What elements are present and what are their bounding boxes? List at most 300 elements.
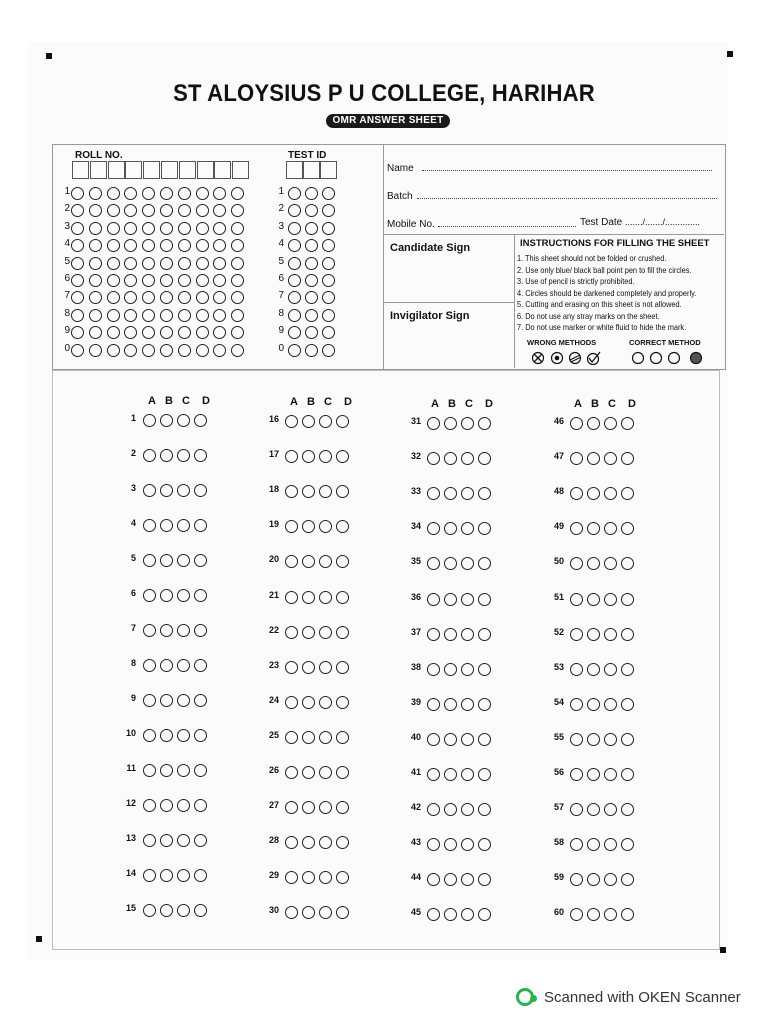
roll-bubble-0[interactable] [178, 344, 191, 357]
answer-bubble-D[interactable] [194, 449, 207, 462]
roll-bubble-4[interactable] [196, 239, 209, 252]
answer-bubble-D[interactable] [478, 698, 491, 711]
instruction-item: 4. Circles should be darkened completely and properly. [517, 288, 697, 298]
answer-bubble-C[interactable] [461, 768, 474, 781]
answer-bubble-A[interactable] [427, 593, 440, 606]
roll-bubble-4[interactable] [89, 239, 102, 252]
roll-no-entry-box[interactable] [214, 161, 231, 179]
question-number: 60 [553, 907, 564, 918]
answer-bubble-C[interactable] [177, 869, 190, 882]
answer-bubble-A[interactable] [143, 449, 156, 462]
answer-bubble-D[interactable] [336, 766, 349, 779]
test-id-bubble-8[interactable] [322, 309, 335, 322]
roll-bubble-5[interactable] [107, 257, 120, 270]
roll-bubble-1[interactable] [160, 187, 173, 200]
roll-bubble-5[interactable] [124, 257, 137, 270]
test-id-bubble-6[interactable] [288, 274, 301, 287]
answer-bubble-D[interactable] [621, 698, 634, 711]
roll-bubble-0[interactable] [71, 344, 84, 357]
answer-bubble-A[interactable] [570, 768, 583, 781]
roll-bubble-8[interactable] [231, 309, 244, 322]
answer-bubble-C[interactable] [177, 554, 190, 567]
question-number: 51 [553, 591, 564, 602]
answer-bubble-D[interactable] [621, 452, 634, 465]
answer-bubble-C[interactable] [604, 452, 617, 465]
test-date-field[interactable] [580, 217, 700, 228]
test-id-bubble-1[interactable] [305, 187, 318, 200]
test-id-bubble-6[interactable] [322, 274, 335, 287]
roll-bubble-6[interactable] [178, 274, 191, 287]
roll-no-entry-box[interactable] [232, 161, 249, 179]
answer-bubble-A[interactable] [427, 698, 440, 711]
answer-bubble-C[interactable] [604, 417, 617, 430]
roll-bubble-6[interactable] [196, 274, 209, 287]
batch-field[interactable] [387, 191, 717, 202]
answer-bubble-B[interactable] [160, 624, 173, 637]
roll-bubble-3[interactable] [231, 222, 244, 235]
answer-bubble-D[interactable] [478, 628, 491, 641]
answer-bubble-B[interactable] [160, 764, 173, 777]
answer-bubble-B[interactable] [302, 450, 315, 463]
answer-bubble-D[interactable] [478, 417, 491, 430]
answer-bubble-A[interactable] [570, 593, 583, 606]
answer-bubble-B[interactable] [444, 417, 457, 430]
answer-bubble-A[interactable] [285, 766, 298, 779]
answer-bubble-A[interactable] [427, 803, 440, 816]
answer-bubble-B[interactable] [160, 589, 173, 602]
answer-bubble-C[interactable] [461, 593, 474, 606]
roll-no-entry-box[interactable] [143, 161, 160, 179]
roll-bubble-0[interactable] [89, 344, 102, 357]
answer-bubble-D[interactable] [336, 626, 349, 639]
roll-bubble-0[interactable] [107, 344, 120, 357]
answer-bubble-C[interactable] [319, 766, 332, 779]
roll-bubble-8[interactable] [196, 309, 209, 322]
test-id-bubble-1[interactable] [322, 187, 335, 200]
answer-bubble-B[interactable] [160, 484, 173, 497]
answer-bubble-A[interactable] [570, 417, 583, 430]
divider [514, 234, 515, 368]
answer-bubble-A[interactable] [285, 450, 298, 463]
answer-bubble-C[interactable] [319, 696, 332, 709]
answer-bubble-A[interactable] [143, 764, 156, 777]
roll-bubble-6[interactable] [160, 274, 173, 287]
answer-bubble-B[interactable] [160, 414, 173, 427]
roll-bubble-8[interactable] [142, 309, 155, 322]
roll-bubble-9[interactable] [107, 326, 120, 339]
scanner-logo-icon [516, 988, 534, 1006]
answer-bubble-C[interactable] [177, 799, 190, 812]
answer-bubble-B[interactable] [444, 733, 457, 746]
answer-bubble-A[interactable] [427, 628, 440, 641]
answer-bubble-D[interactable] [478, 768, 491, 781]
question-number: 30 [268, 905, 279, 916]
answer-bubble-C[interactable] [604, 803, 617, 816]
test-id-bubble-0[interactable] [288, 344, 301, 357]
answer-bubble-D[interactable] [194, 729, 207, 742]
answer-bubble-B[interactable] [587, 628, 600, 641]
answer-bubble-A[interactable] [285, 801, 298, 814]
registration-mark [720, 947, 726, 953]
batch-line [417, 198, 717, 199]
answer-bubble-A[interactable] [143, 554, 156, 567]
answer-bubble-A[interactable] [143, 414, 156, 427]
answer-bubble-C[interactable] [177, 519, 190, 532]
roll-bubble-5[interactable] [160, 257, 173, 270]
roll-no-entry-box[interactable] [161, 161, 178, 179]
roll-bubble-7[interactable] [196, 291, 209, 304]
answer-bubble-D[interactable] [478, 663, 491, 676]
answer-bubble-D[interactable] [336, 801, 349, 814]
answer-bubble-B[interactable] [587, 452, 600, 465]
row-digit-label: 2 [64, 203, 70, 215]
roll-bubble-1[interactable] [178, 187, 191, 200]
answer-bubble-C[interactable] [604, 733, 617, 746]
row-digit-label: 0 [64, 342, 70, 354]
answer-bubble-C[interactable] [177, 729, 190, 742]
question-number: 3 [130, 483, 136, 493]
option-header-C: C [324, 396, 332, 408]
answer-bubble-D[interactable] [336, 591, 349, 604]
roll-bubble-1[interactable] [196, 187, 209, 200]
answer-bubble-B[interactable] [160, 694, 173, 707]
sheet-type-badge: OMR ANSWER SHEET [326, 114, 450, 128]
answer-bubble-A[interactable] [143, 519, 156, 532]
answer-bubble-C[interactable] [461, 803, 474, 816]
test-id-bubble-0[interactable] [305, 344, 318, 357]
answer-bubble-C[interactable] [177, 834, 190, 847]
question-number: 39 [410, 696, 421, 707]
answer-bubble-A[interactable] [143, 589, 156, 602]
answer-bubble-C[interactable] [319, 415, 332, 428]
answer-bubble-B[interactable] [160, 519, 173, 532]
answer-bubble-B[interactable] [444, 663, 457, 676]
answer-bubble-A[interactable] [285, 591, 298, 604]
answer-bubble-C[interactable] [177, 764, 190, 777]
answer-bubble-C[interactable] [604, 593, 617, 606]
answer-bubble-D[interactable] [336, 661, 349, 674]
roll-bubble-5[interactable] [213, 257, 226, 270]
answer-bubble-A[interactable] [143, 869, 156, 882]
test-id-entry-box[interactable] [303, 161, 320, 179]
test-id-bubble-0[interactable] [322, 344, 335, 357]
answer-bubble-A[interactable] [285, 661, 298, 674]
answer-bubble-B[interactable] [160, 554, 173, 567]
answer-bubble-A[interactable] [143, 729, 156, 742]
roll-bubble-3[interactable] [196, 222, 209, 235]
roll-no-entry-box[interactable] [72, 161, 89, 179]
test-id-entry-box[interactable] [286, 161, 303, 179]
answer-bubble-A[interactable] [143, 484, 156, 497]
roll-bubble-3[interactable] [71, 222, 84, 235]
test-id-bubble-5[interactable] [288, 257, 301, 270]
answer-bubble-C[interactable] [319, 731, 332, 744]
question-number: 4 [130, 518, 136, 528]
answer-bubble-C[interactable] [177, 484, 190, 497]
answer-bubble-B[interactable] [444, 452, 457, 465]
answer-bubble-D[interactable] [194, 554, 207, 567]
answer-bubble-A[interactable] [427, 452, 440, 465]
answer-bubble-D[interactable] [194, 834, 207, 847]
roll-bubble-0[interactable] [124, 344, 137, 357]
answer-bubble-D[interactable] [478, 593, 491, 606]
roll-bubble-3[interactable] [89, 222, 102, 235]
answer-bubble-D[interactable] [194, 659, 207, 672]
roll-no-entry-box[interactable] [108, 161, 125, 179]
answer-bubble-A[interactable] [570, 803, 583, 816]
answer-bubble-C[interactable] [461, 417, 474, 430]
answer-bubble-D[interactable] [621, 733, 634, 746]
answer-bubble-B[interactable] [302, 801, 315, 814]
roll-bubble-8[interactable] [71, 309, 84, 322]
roll-bubble-1[interactable] [107, 187, 120, 200]
roll-bubble-8[interactable] [89, 309, 102, 322]
answer-bubble-C[interactable] [177, 624, 190, 637]
test-id-bubble-5[interactable] [305, 257, 318, 270]
answer-bubble-A[interactable] [143, 659, 156, 672]
roll-bubble-5[interactable] [196, 257, 209, 270]
answer-bubble-A[interactable] [143, 624, 156, 637]
answer-bubble-A[interactable] [143, 834, 156, 847]
roll-bubble-3[interactable] [107, 222, 120, 235]
answer-bubble-C[interactable] [177, 589, 190, 602]
question-number: 49 [553, 521, 564, 532]
roll-bubble-5[interactable] [71, 257, 84, 270]
roll-bubble-9[interactable] [196, 326, 209, 339]
answer-bubble-B[interactable] [160, 449, 173, 462]
answer-bubble-B[interactable] [587, 803, 600, 816]
test-id-bubble-1[interactable] [288, 187, 301, 200]
answer-bubble-D[interactable] [336, 415, 349, 428]
answer-bubble-A[interactable] [143, 799, 156, 812]
roll-bubble-3[interactable] [142, 222, 155, 235]
answer-bubble-C[interactable] [461, 628, 474, 641]
roll-bubble-0[interactable] [160, 344, 173, 357]
answer-bubble-B[interactable] [302, 766, 315, 779]
answer-bubble-D[interactable] [194, 414, 207, 427]
answer-bubble-B[interactable] [444, 628, 457, 641]
mobile-field[interactable] [387, 219, 576, 230]
roll-bubble-5[interactable] [89, 257, 102, 270]
answer-bubble-D[interactable] [194, 589, 207, 602]
roll-bubble-0[interactable] [142, 344, 155, 357]
roll-bubble-6[interactable] [71, 274, 84, 287]
roll-bubble-1[interactable] [89, 187, 102, 200]
answer-bubble-D[interactable] [194, 904, 207, 917]
test-id-bubble-8[interactable] [305, 309, 318, 322]
answer-bubble-D[interactable] [478, 452, 491, 465]
answer-bubble-B[interactable] [302, 696, 315, 709]
answer-bubble-B[interactable] [160, 904, 173, 917]
answer-bubble-C[interactable] [177, 904, 190, 917]
roll-bubble-6[interactable] [107, 274, 120, 287]
answer-bubble-B[interactable] [587, 663, 600, 676]
question-number: 37 [410, 626, 421, 637]
answer-bubble-B[interactable] [444, 803, 457, 816]
answer-bubble-A[interactable] [570, 733, 583, 746]
answer-bubble-C[interactable] [177, 659, 190, 672]
test-id-bubble-6[interactable] [305, 274, 318, 287]
answer-bubble-A[interactable] [143, 904, 156, 917]
option-header-C: C [608, 398, 616, 410]
answer-bubble-D[interactable] [621, 768, 634, 781]
answer-bubble-D[interactable] [336, 696, 349, 709]
roll-bubble-0[interactable] [231, 344, 244, 357]
answer-bubble-B[interactable] [160, 659, 173, 672]
roll-bubble-6[interactable] [89, 274, 102, 287]
question-number: 41 [410, 767, 421, 777]
answer-bubble-C[interactable] [319, 591, 332, 604]
roll-bubble-7[interactable] [107, 291, 120, 304]
answer-bubble-C[interactable] [177, 414, 190, 427]
answer-bubble-A[interactable] [285, 415, 298, 428]
answer-bubble-C[interactable] [461, 663, 474, 676]
answer-bubble-A[interactable] [570, 628, 583, 641]
roll-bubble-3[interactable] [160, 222, 173, 235]
roll-no-entry-box[interactable] [197, 161, 214, 179]
answer-bubble-A[interactable] [427, 768, 440, 781]
answer-bubble-C[interactable] [319, 801, 332, 814]
answer-bubble-B[interactable] [587, 698, 600, 711]
test-id-bubble-3[interactable] [305, 222, 318, 235]
question-number: 40 [410, 731, 421, 742]
row-digit-label: 9 [278, 325, 284, 337]
wrong-methods-examples [530, 350, 610, 366]
answer-bubble-B[interactable] [302, 415, 315, 428]
answer-bubble-A[interactable] [570, 698, 583, 711]
answer-bubble-D[interactable] [194, 869, 207, 882]
answer-bubble-D[interactable] [621, 663, 634, 676]
roll-bubble-8[interactable] [178, 309, 191, 322]
answer-bubble-C[interactable] [604, 628, 617, 641]
instructions-title: INSTRUCTIONS FOR FILLING THE SHEET [520, 238, 710, 249]
answer-bubble-A[interactable] [427, 733, 440, 746]
row-digit-label: 8 [278, 307, 284, 319]
roll-bubble-5[interactable] [231, 257, 244, 270]
answer-bubble-D[interactable] [194, 519, 207, 532]
roll-no-entry-box[interactable] [179, 161, 196, 179]
answer-bubble-D[interactable] [621, 628, 634, 641]
answer-bubble-C[interactable] [604, 768, 617, 781]
answer-bubble-B[interactable] [587, 417, 600, 430]
answer-bubble-D[interactable] [621, 417, 634, 430]
roll-bubble-0[interactable] [196, 344, 209, 357]
test-id-bubble-3[interactable] [288, 222, 301, 235]
answer-bubble-C[interactable] [461, 733, 474, 746]
answer-bubble-D[interactable] [194, 484, 207, 497]
roll-bubble-8[interactable] [160, 309, 173, 322]
question-number: 53 [553, 661, 564, 672]
answer-bubble-C[interactable] [319, 450, 332, 463]
roll-bubble-9[interactable] [178, 326, 191, 339]
answer-bubble-D[interactable] [621, 593, 634, 606]
answer-bubble-B[interactable] [444, 593, 457, 606]
answer-bubble-B[interactable] [587, 768, 600, 781]
answer-bubble-A[interactable] [427, 663, 440, 676]
answer-bubble-A[interactable] [285, 731, 298, 744]
answer-bubble-B[interactable] [587, 733, 600, 746]
answer-bubble-B[interactable] [160, 834, 173, 847]
question-number: 1 [130, 413, 136, 423]
answer-bubble-D[interactable] [194, 624, 207, 637]
option-header-D: D [344, 396, 352, 408]
row-digit-label: 2 [278, 203, 284, 215]
roll-bubble-3[interactable] [178, 222, 191, 235]
answer-bubble-B[interactable] [444, 698, 457, 711]
wrong-methods-label: WRONG METHODS [527, 338, 597, 347]
answer-bubble-B[interactable] [160, 869, 173, 882]
answer-bubble-C[interactable] [319, 626, 332, 639]
roll-bubble-1[interactable] [71, 187, 84, 200]
answer-bubble-B[interactable] [302, 661, 315, 674]
answer-bubble-A[interactable] [427, 417, 440, 430]
answer-bubble-C[interactable] [461, 698, 474, 711]
test-id-entry-box[interactable] [320, 161, 337, 179]
name-field[interactable] [387, 163, 712, 174]
answer-bubble-D[interactable] [478, 733, 491, 746]
answer-bubble-D[interactable] [194, 799, 207, 812]
answer-bubble-A[interactable] [143, 694, 156, 707]
answer-bubble-B[interactable] [302, 591, 315, 604]
answer-bubble-C[interactable] [604, 663, 617, 676]
correct-method-label: CORRECT METHOD [629, 338, 701, 347]
option-header-D: D [628, 398, 636, 410]
answer-bubble-B[interactable] [587, 593, 600, 606]
answer-bubble-D[interactable] [621, 803, 634, 816]
roll-bubble-4[interactable] [178, 239, 191, 252]
roll-bubble-5[interactable] [178, 257, 191, 270]
answer-bubble-D[interactable] [194, 764, 207, 777]
roll-bubble-2[interactable] [107, 204, 120, 217]
answer-bubble-B[interactable] [160, 729, 173, 742]
roll-bubble-8[interactable] [107, 309, 120, 322]
answer-bubble-A[interactable] [285, 626, 298, 639]
roll-bubble-9[interactable] [89, 326, 102, 339]
answer-bubble-A[interactable] [570, 452, 583, 465]
answer-bubble-B[interactable] [302, 626, 315, 639]
roll-bubble-2[interactable] [196, 204, 209, 217]
roll-bubble-5[interactable] [142, 257, 155, 270]
question-number: 47 [553, 451, 564, 462]
answer-bubble-B[interactable] [302, 731, 315, 744]
question-number: 58 [553, 837, 564, 848]
answer-bubble-C[interactable] [319, 661, 332, 674]
roll-bubble-0[interactable] [213, 344, 226, 357]
answer-bubble-D[interactable] [194, 694, 207, 707]
question-number: 48 [553, 486, 564, 497]
answer-bubble-B[interactable] [160, 799, 173, 812]
answer-bubble-B[interactable] [444, 768, 457, 781]
roll-bubble-4[interactable] [107, 239, 120, 252]
answer-bubble-C[interactable] [177, 449, 190, 462]
roll-no-entry-box[interactable] [125, 161, 142, 179]
answer-bubble-C[interactable] [461, 452, 474, 465]
answer-bubble-A[interactable] [285, 696, 298, 709]
row-digit-label: 5 [64, 255, 70, 267]
answer-bubble-C[interactable] [177, 694, 190, 707]
test-id-bubble-5[interactable] [322, 257, 335, 270]
question-number: 56 [553, 767, 564, 777]
answer-bubble-D[interactable] [478, 803, 491, 816]
answer-bubble-D[interactable] [336, 450, 349, 463]
mobile-line [438, 226, 576, 227]
test-id-bubble-3[interactable] [322, 222, 335, 235]
answer-bubble-C[interactable] [604, 698, 617, 711]
roll-no-entry-box[interactable] [90, 161, 107, 179]
answer-bubble-D[interactable] [336, 731, 349, 744]
answer-bubble-A[interactable] [570, 663, 583, 676]
test-id-bubble-8[interactable] [288, 309, 301, 322]
